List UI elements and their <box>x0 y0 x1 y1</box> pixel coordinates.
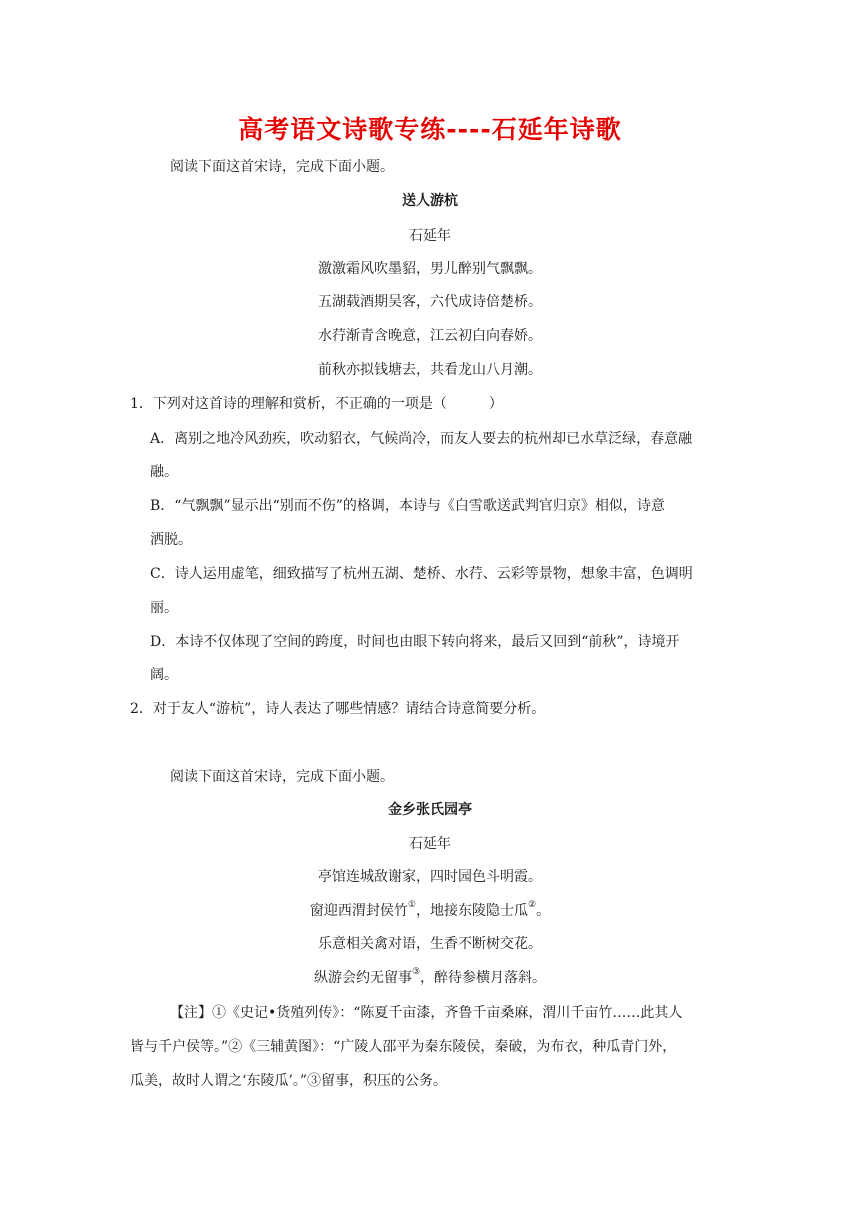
poem2-line-2-part-b: ，地接东陵隐士瓜 <box>416 903 528 919</box>
footnote-marker-1: ① <box>407 900 416 911</box>
poem2-line-4 <box>0 968 860 988</box>
question-1-stem: 1．下列对这首诗的理解和赏析，不正确的一项是（ ） <box>130 396 503 412</box>
option-d-line-1: D．本诗不仅体现了空间的跨度，时间也由眼下转向将来，最后又回到“前秋”，诗境开 <box>150 634 680 650</box>
note-line-1: 【注】①《史记•货殖列传》：“陈夏千亩漆，齐鲁千亩桑麻，渭川千亩竹……此其人 <box>170 1005 683 1021</box>
poem1-author: 石延年 <box>409 228 451 244</box>
option-c-line-2: 丽。 <box>150 600 178 616</box>
footnote-marker-2: ② <box>528 900 537 911</box>
poem2-line-2-part-c: 。 <box>536 903 551 919</box>
option-d-line-2: 阔。 <box>150 667 178 683</box>
option-a-line-1: A．离别之地冷风劲疾，吹动貂衣，气候尚冷，而友人要去的杭州却已水草泛绿，春意融 <box>150 431 693 447</box>
document-title: 高考语文诗歌专练----石延年诗歌 <box>238 115 622 144</box>
poem1-line-1: 激激霜风吹墨貂，男儿醉别气飘飘。 <box>318 261 542 277</box>
option-b-line-1: B．“气飘飘”显示出“别而不伤”的格调，本诗与《白雪歌送武判官归京》相似，诗意 <box>150 498 665 514</box>
poem2-author: 石延年 <box>409 836 451 852</box>
poem1-line-2: 五湖载酒期吴客，六代成诗倍楚桥。 <box>318 294 542 310</box>
poem2-line-3: 乐意相关禽对语，生香不断树交花。 <box>318 936 542 952</box>
option-c-line-1: C．诗人运用虚笔，细致描写了杭州五湖、楚桥、水荇、云彩等景物，想象丰富，色调明 <box>150 566 693 582</box>
section1-instruction: 阅读下面这首宋诗，完成下面小题。 <box>170 159 394 175</box>
poem1-line-3: 水荇渐青含晚意，江云初白向春娇。 <box>318 328 542 344</box>
option-a-line-2: 融。 <box>150 464 178 480</box>
poem2-line-1: 亭馆连城敌谢家，四时园色斗明霞。 <box>318 869 542 885</box>
poem2-title: 金乡张氏园亭 <box>388 802 472 818</box>
poem2-line-2-part-a: 窗迎西渭封侯竹 <box>309 903 408 919</box>
footnote-marker-3: ③ <box>411 967 421 978</box>
poem2-line-2 <box>0 901 860 921</box>
poem1-title: 送人游杭 <box>402 193 458 209</box>
poem1-line-4: 前秋亦拟钱塘去，共看龙山八月潮。 <box>318 362 542 378</box>
poem2-line-4-part-b: ，醉待参横月落斜。 <box>420 970 547 986</box>
option-b-line-2: 洒脱。 <box>150 532 192 548</box>
question-2-stem: 2．对于友人“游杭”，诗人表达了哪些情感？请结合诗意简要分析。 <box>130 701 546 717</box>
note-line-2: 皆与千户侯等。”②《三辅黄图》：“广陵人邵平为秦东陵侯，秦破，为布衣，种瓜青门外， <box>130 1039 677 1055</box>
poem2-line-4-part-a: 纵游会约无留事 <box>313 970 412 986</box>
section2-instruction: 阅读下面这首宋诗，完成下面小题。 <box>170 769 394 785</box>
note-line-3: 瓜美，故时人谓之‘东陵瓜’。”③留事，积压的公务。 <box>130 1073 448 1089</box>
